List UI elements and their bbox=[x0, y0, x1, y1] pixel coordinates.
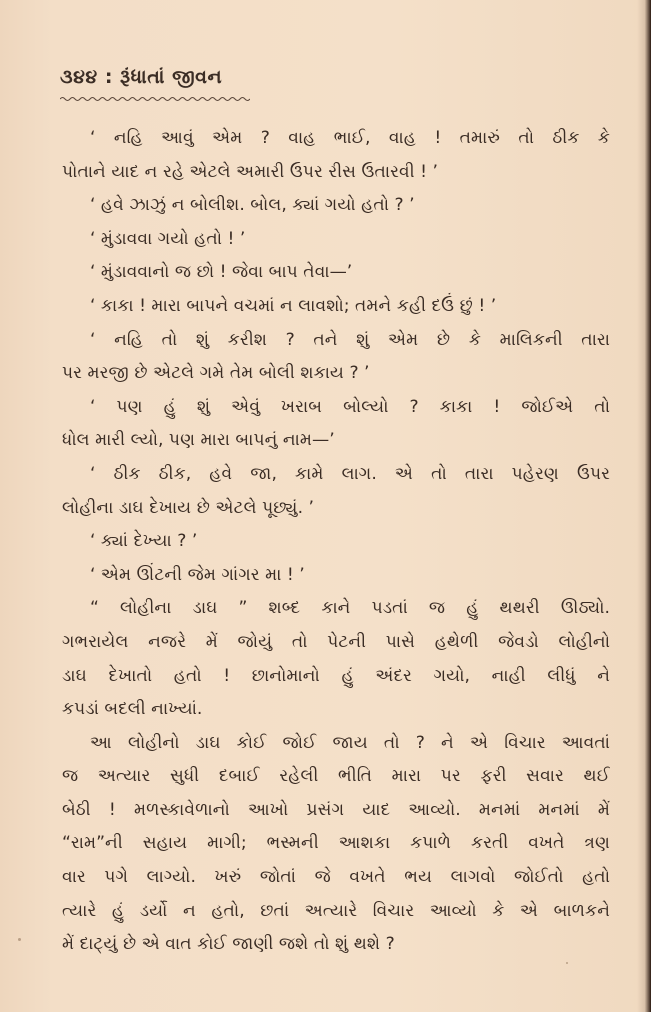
text-line: આ લોહીનો ડાઘ કોઈ જોઈ જાય તો ? ને એ વિચાર આવતાં bbox=[90, 732, 610, 753]
text-line: ‘ પણ હું શું એવું ખરાબ બોલ્યો ? કાકા ! જોઈએ તો bbox=[90, 396, 610, 417]
text-line: મેં દાટ્યું છે એ વાત કોઈ જાણી જશે તો શું થશે ? bbox=[62, 934, 395, 955]
text-line: ગભરાયેલ નજરે મેં જોયું તો પેટની પાસે હથેળી જેવડો લોહીનો bbox=[62, 631, 610, 652]
text-line: ‘ નહિ તો શું કરીશ ? તને શું એમ છે કે માલિકની તારા bbox=[90, 329, 610, 350]
page-edge-shadow bbox=[637, 0, 651, 1012]
text-line: ‘ હવે ઝાઝું ન બોલીશ. બોલ, ક્યાં ગયો હતો ? ’ bbox=[90, 195, 415, 216]
text-line: ‘ એમ ઊંટની જેમ ગાંગર મા ! ’ bbox=[90, 564, 305, 585]
text-line: ‘ કાકા ! મારા બાપને વચમાં ન લાવશો; તમને કહી દઉં છું ! ’ bbox=[90, 295, 497, 316]
text-line: “ લોહીના ડાઘ ” શબ્દ કાને પડતાં જ હું થથરી ઊઠ્યો. bbox=[90, 598, 610, 619]
text-line: પર મરજી છે એટલે ગમે તેમ બોલી શકાય ? ’ bbox=[62, 363, 370, 384]
text-line: પોતાને યાદ ન રહે એટલે અમારી ઉપર રીસ ઉતારવી ! ’ bbox=[62, 161, 438, 182]
text-line: ‘ મુંડાવવાનો જ છો ! જેવા બાપ તેવા—’ bbox=[90, 262, 353, 283]
text-line: ડાઘ દેખાતો હતો ! છાનોમાનો હું અંદર ગયો, નાહી લીધું ને bbox=[62, 665, 610, 686]
text-line: ‘ નહિ આવું એમ ? વાહ ભાઈ, વાહ ! તમારું તો ઠીક કે bbox=[90, 128, 610, 148]
text-line: બેઠી ! મળસ્કાવેળાનો આખો પ્રસંગ યાદ આવ્યો. મનમાં મનમાં મેં bbox=[62, 799, 610, 820]
text-line: ત્યારે હું ડર્યો ન હતો, છતાં અત્યારે વિચાર આવ્યો કે એ બાળકને bbox=[62, 900, 610, 921]
text-line: “રામ”ની સહાય માગી; ભસ્મની આશકા કપાળે કરતી વખતે ત્રણ bbox=[62, 833, 610, 854]
running-header: ૩૪૪ : રૂંધાતાં જીવન bbox=[60, 66, 223, 88]
text-line: ‘ ઠીક ઠીક, હવે જા, કામે લાગ. એ તો તારા પહેરણ ઉપર bbox=[90, 463, 610, 484]
text-line: કપડાં બદલી નાખ્યાં. bbox=[62, 699, 203, 720]
text-line: જ અત્યાર સુધી દબાઈ રહેલી ભીતિ મારા પર ફરી સવાર થઈ bbox=[62, 766, 610, 787]
text-line: ‘ ક્યાં દેખ્યા ? ’ bbox=[90, 531, 198, 552]
text-line: વાર પગે લાગ્યો. ખરું જોતાં જે વખતે ભય લાગવો જોઈતો હતો bbox=[62, 867, 610, 888]
body-text bbox=[62, 122, 610, 962]
text-line: ‘ મુંડાવવા ગયો હતો ! ’ bbox=[90, 228, 246, 249]
header-wavy-rule bbox=[60, 96, 250, 102]
text-line: લોહીના ડાઘ દેખાય છે એટલે પૂછ્યું. ’ bbox=[62, 497, 314, 518]
text-line: ધોલ મારી લ્યો, પણ મારા બાપનું નામ—’ bbox=[62, 430, 335, 451]
